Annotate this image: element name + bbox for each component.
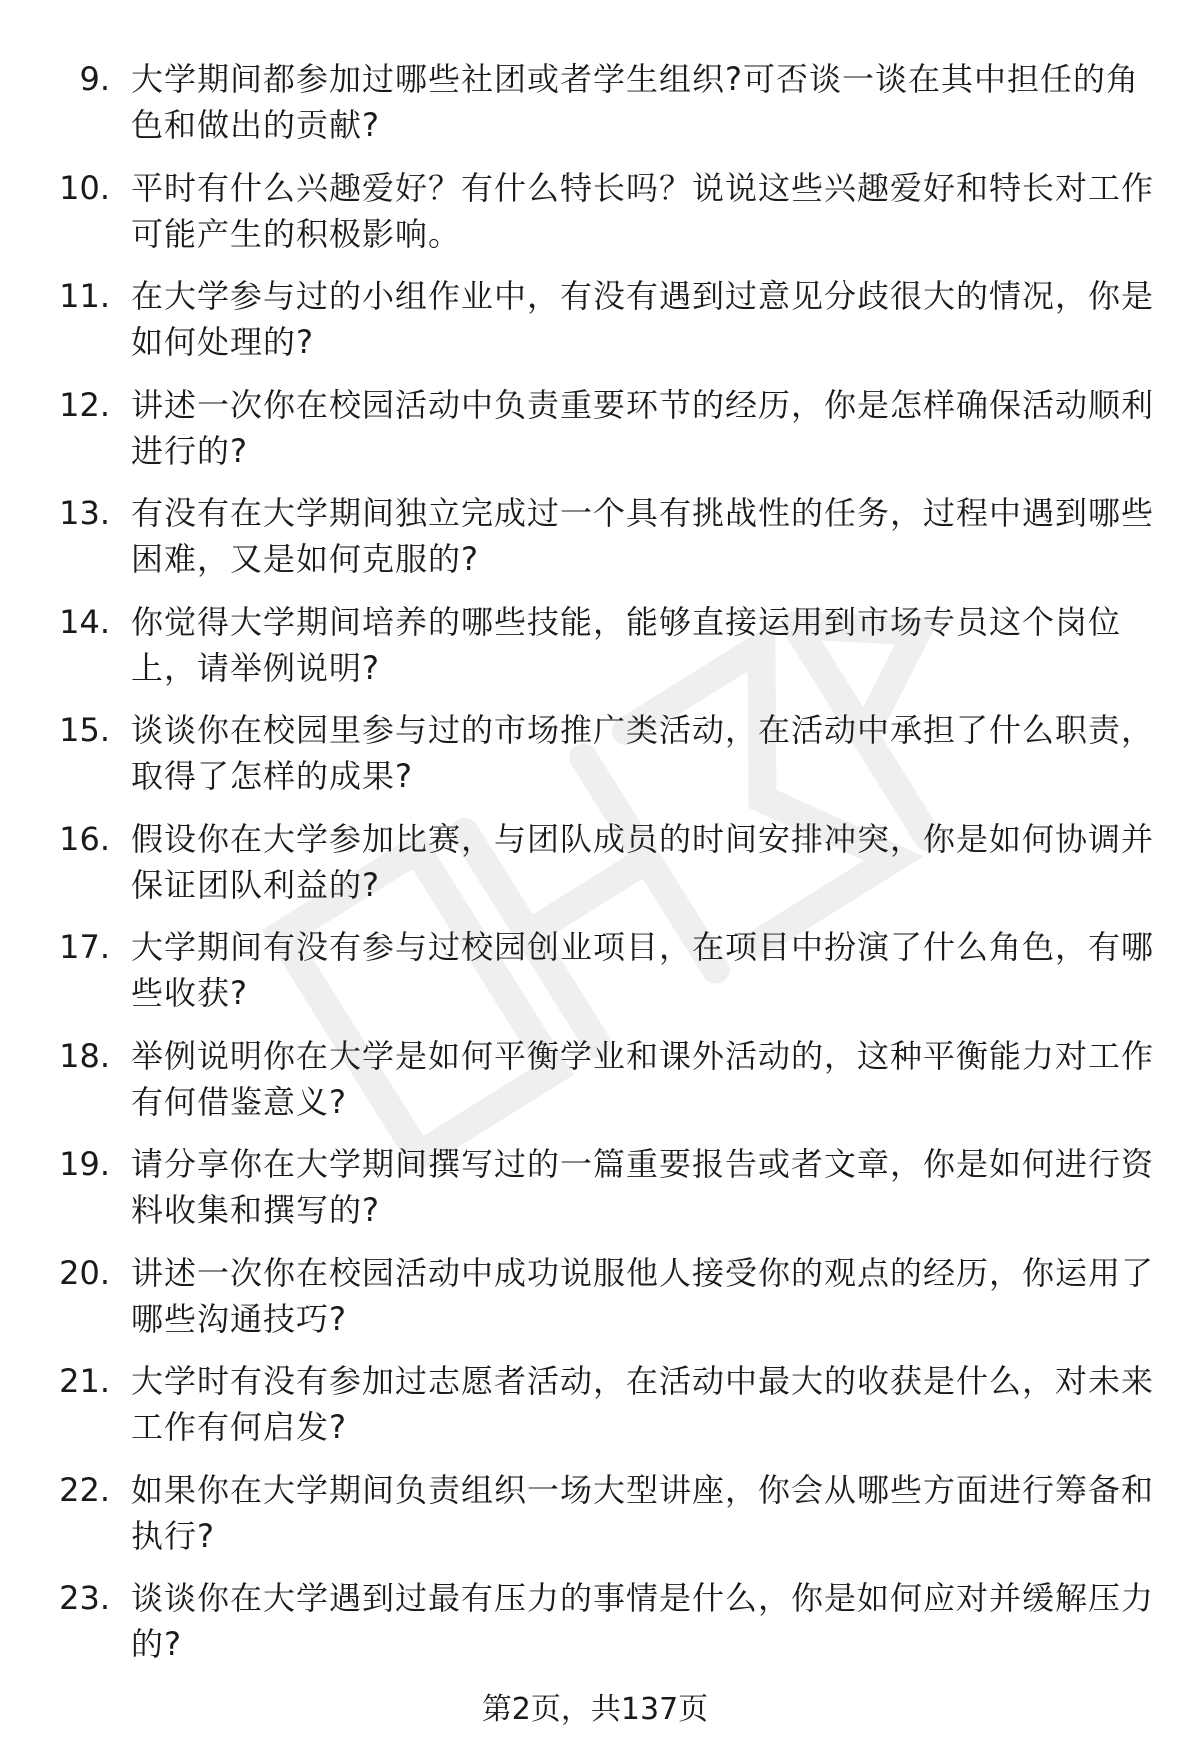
question-text: 大学时有没有参加过志愿者活动，在活动中最大的收获是什么，对未来工作有何启发? [131, 1362, 1155, 1446]
question-list [0, 56, 1190, 1684]
question-number: 20. [59, 1253, 110, 1292]
question-text: 举例说明你在大学是如何平衡学业和课外活动的，这种平衡能力对工作有何借鉴意义? [131, 1036, 1155, 1121]
list-item [0, 1250, 1190, 1359]
list-item [0, 599, 1190, 708]
question-number: 17. [59, 928, 110, 966]
question-number: 16. [59, 819, 110, 858]
question-text: 大学期间都参加过哪些社团或者学生组织?可否谈一谈在其中担任的角色和做出的贡献? [131, 60, 1139, 144]
question-number: 13. [59, 494, 110, 532]
question-number: 15. [59, 711, 110, 749]
list-item [0, 382, 1190, 491]
question-number: 22. [59, 1470, 110, 1509]
question-text: 假设你在大学参加比赛，与团队成员的时间安排冲突，你是如何协调并保证团队利益的? [131, 819, 1155, 904]
question-text: 请分享你在大学期间撰写过的一篇重要报告或者文章，你是如何进行资料收集和撰写的? [131, 1145, 1155, 1229]
question-text: 谈谈你在校园里参与过的市场推广类活动，在活动中承担了什么职责，取得了怎样的成果? [131, 711, 1155, 795]
list-item [0, 490, 1190, 599]
list-item [0, 924, 1190, 1033]
question-text: 讲述一次你在校园活动中负责重要环节的经历，你是怎样确保活动顺利进行的? [131, 385, 1155, 470]
list-item [0, 1141, 1190, 1250]
question-number: 14. [59, 602, 110, 641]
question-number: 21. [59, 1362, 110, 1400]
list-item [0, 707, 1190, 816]
question-text: 有没有在大学期间独立完成过一个具有挑战性的任务，过程中遇到哪些困难，又是如何克服的? [131, 494, 1155, 578]
question-text: 大学期间有没有参与过校园创业项目，在项目中扮演了什么角色，有哪些收获? [131, 928, 1155, 1012]
page-number-footer: 第2页，共137页 [481, 1692, 709, 1727]
list-item [0, 1358, 1190, 1467]
question-number: 23. [59, 1579, 110, 1617]
question-text: 如果你在大学期间负责组织一场大型讲座，你会从哪些方面进行筹备和执行? [131, 1470, 1155, 1555]
question-number: 9. [79, 60, 110, 98]
question-number: 10. [59, 168, 110, 207]
list-item [0, 816, 1190, 925]
question-number: 11. [59, 277, 110, 315]
list-item [0, 165, 1190, 274]
question-number: 18. [59, 1036, 110, 1075]
question-text: 谈谈你在大学遇到过最有压力的事情是什么，你是如何应对并缓解压力的? [131, 1579, 1155, 1663]
question-number: 12. [59, 385, 110, 424]
question-text: 你觉得大学期间培养的哪些技能，能够直接运用到市场专员这个岗位上，请举例说明? [131, 602, 1122, 687]
question-text: 讲述一次你在校园活动中成功说服他人接受你的观点的经历，你运用了哪些沟通技巧? [131, 1253, 1155, 1338]
list-item [0, 273, 1190, 382]
question-text: 在大学参与过的小组作业中，有没有遇到过意见分歧很大的情况，你是如何处理的? [131, 277, 1155, 361]
question-text: 平时有什么兴趣爱好？有什么特长吗？说说这些兴趣爱好和特长对工作可能产生的积极影响。 [131, 168, 1155, 253]
list-item [0, 1033, 1190, 1142]
list-item [0, 1467, 1190, 1576]
list-item [0, 1575, 1190, 1684]
question-number: 19. [59, 1145, 110, 1183]
list-item [0, 56, 1190, 165]
